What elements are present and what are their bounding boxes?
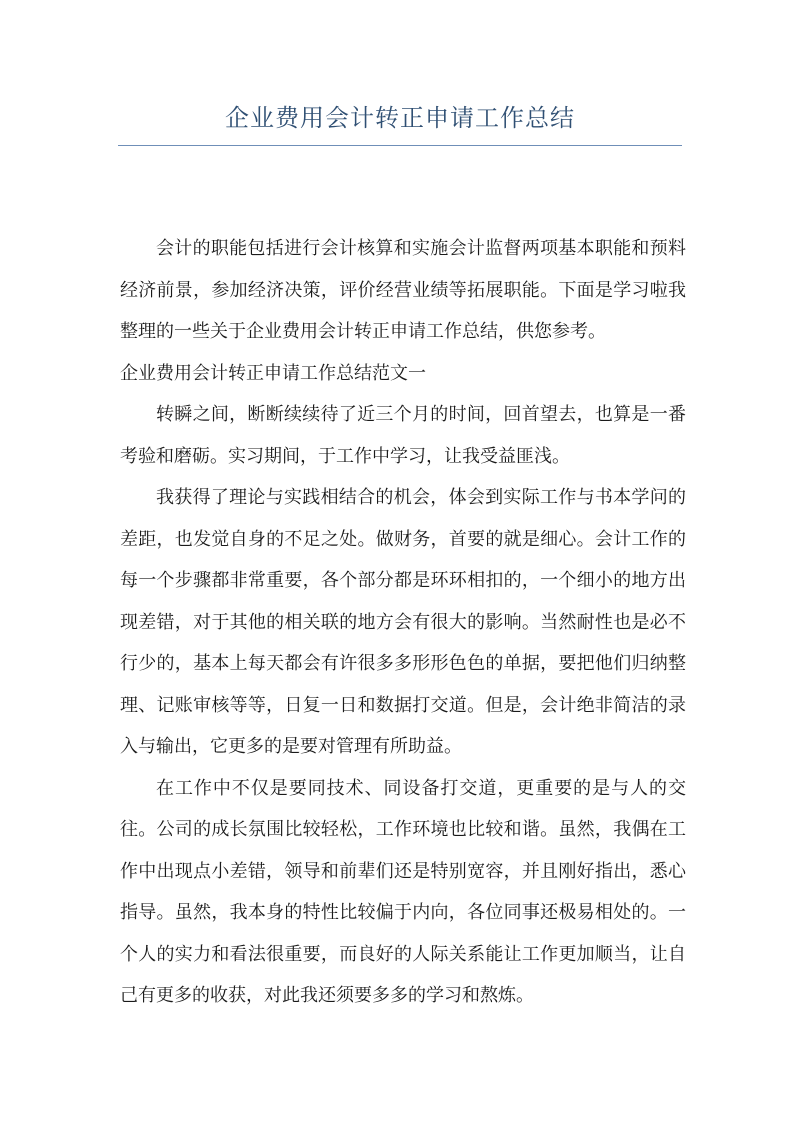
paragraph-section-heading: 企业费用会计转正申请工作总结范文一 bbox=[120, 362, 426, 384]
paragraph-relationships: 在工作中不仅是要同技术、同设备打交道，更重要的是与人的交往。公司的成长氛围比较轻松，工作环境也比较和谐。虽然，我偶在工作中出现点小差错，领导和前辈们还是特别宽容，并且刚好指出，悉心指导。虽然，我本身的特性比较偏于内向，各位同事还极易相处的。一个人的实力和看法很重要，而良好的人际关系能让工作更加顺当，让自己有更多的收获，对此我还须要多多的学习和熬炼。 bbox=[120, 777, 686, 1006]
paragraph-practice: 我获得了理论与实践相结合的机会，体会到实际工作与书本学问的差距，也发觉自身的不足之处。做财务，首要的就是细心。会计工作的每一个步骤都非常重要，各个部分都是环环相扣的，一个细小的地方出现差错，对于其他的相关联的地方会有很大的影响。当然耐性也是必不行少的，基本上每天都会有许很多多形形色色的单据，要把他们归纳整理、记账审核等等，日复一日和数据打交道。但是，会计绝非简洁的录入与输出，它更多的是要对管理有所助益。 bbox=[120, 487, 686, 757]
paragraph-intro: 会计的职能包括进行会计核算和实施会计监督两项基本职能和预料经济前景，参加经济决策，评价经营业绩等拓展职能。下面是学习啦我整理的一些关于企业费用会计转正申请工作总结，供您参考。 bbox=[120, 238, 686, 342]
document-body bbox=[120, 228, 686, 1017]
document-title: 企业费用会计转正申请工作总结 bbox=[225, 104, 575, 132]
title-divider bbox=[118, 145, 682, 146]
paragraph-reflection: 转瞬之间，断断续续待了近三个月的时间，回首望去，也算是一番考验和磨砺。实习期间，于工作中学习，让我受益匪浅。 bbox=[120, 404, 686, 467]
